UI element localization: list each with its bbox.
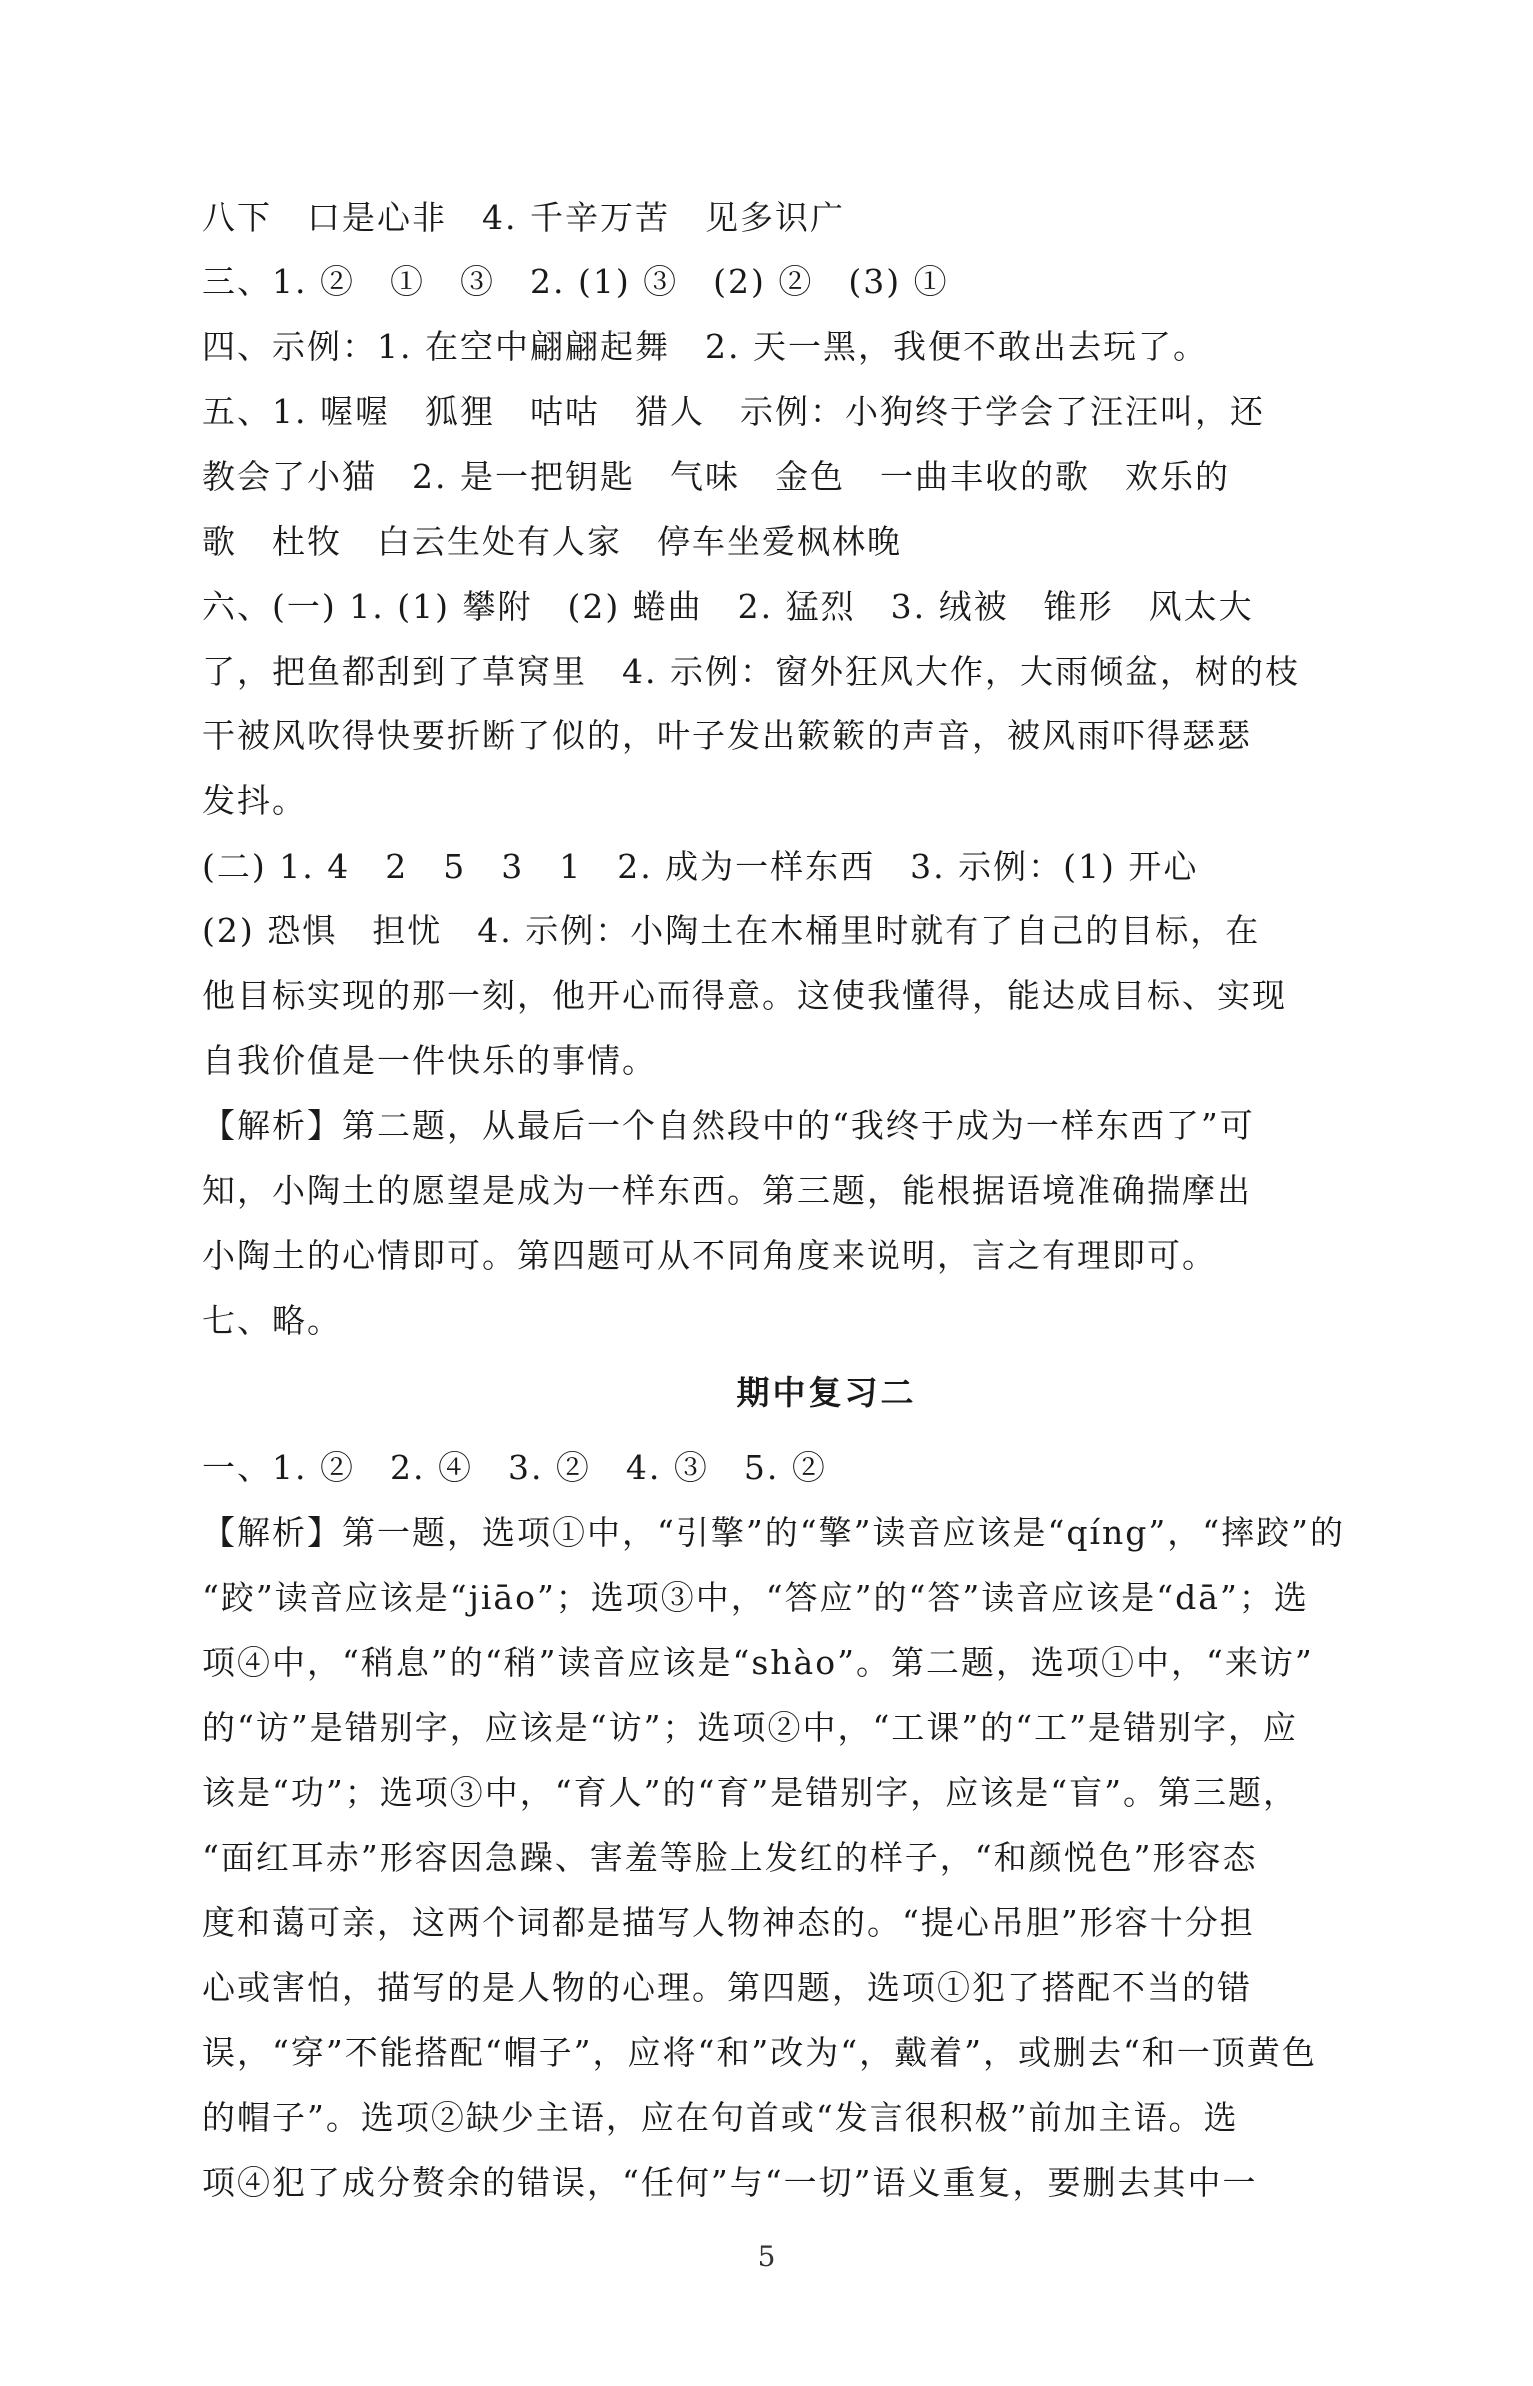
analysis-line: 小陶土的心情即可。第四题可从不同角度来说明，言之有理即可。 [202, 1236, 1217, 1275]
analysis-line: 该是“功”；选项③中，“育人”的“育”是错别字，应该是“盲”。第三题， [202, 1773, 1298, 1812]
text-line: 干被风吹得快要折断了似的，叶子发出簌簌的声音，被风雨吓得瑟瑟 [202, 716, 1252, 755]
text-line: 发抖。 [202, 781, 307, 820]
section-title: 期中复习二 [736, 1373, 917, 1412]
analysis-line: 心或害怕，描写的是人物的心理。第四题，选项①犯了搭配不当的错 [202, 1968, 1252, 2007]
page-number: 5 [757, 2240, 776, 2273]
analysis-line: 【解析】第一题，选项①中，“引擎”的“擎”读音应该是“qíng”，“摔跤”的 [202, 1513, 1346, 1552]
analysis-line: 【解析】第二题，从最后一个自然段中的“我终于成为一样东西了”可 [202, 1106, 1255, 1145]
text-line: 了，把鱼都刮到了草窝里 4. 示例：窗外狂风大作，大雨倾盆，树的枝 [202, 652, 1300, 691]
analysis-line: “面红耳赤”形容因急躁、害羞等脸上发红的样子，“和颜悦色”形容态 [202, 1838, 1258, 1877]
analysis-line: 度和蔼可亲，这两个词都是描写人物神态的。“提心吊胆”形容十分担 [202, 1903, 1255, 1942]
text-line: 七、略。 [202, 1301, 342, 1340]
text-line: 四、示例：1. 在空中翩翩起舞 2. 天一黑，我便不敢出去玩了。 [202, 327, 1208, 366]
text-line: 歌 杜牧 白云生处有人家 停车坐爱枫林晚 [202, 522, 902, 561]
analysis-line: 的“访”是错别字，应该是“访”；选项②中，“工课”的“工”是错别字，应 [202, 1708, 1298, 1747]
analysis-line: 知，小陶土的愿望是成为一样东西。第三题，能根据语境准确揣摩出 [202, 1171, 1252, 1210]
text-line: 五、1. 喔喔 狐狸 咕咕 猎人 示例：小狗终于学会了汪汪叫，还 [202, 392, 1265, 431]
analysis-line: 误，“穿”不能搭配“帽子”，应将“和”改为“，戴着”，或删去“和一顶黄色 [202, 2033, 1317, 2072]
text-line: (2) 恐惧 担忧 4. 示例：小陶土在木桶里时就有了自己的目标，在 [202, 911, 1261, 950]
text-line: 教会了小猫 2. 是一把钥匙 气味 金色 一曲丰收的歌 欢乐的 [202, 457, 1230, 496]
analysis-line: 的帽子”。选项②缺少主语，应在句首或“发言很积极”前加主语。选 [202, 2098, 1239, 2137]
analysis-line: 项④犯了成分赘余的错误，“任何”与“一切”语义重复，要删去其中一 [202, 2163, 1258, 2202]
text-line: 三、1. ② ① ③ 2. (1) ③ (2) ② (3) ① [202, 262, 949, 301]
text-line: (二) 1. 4 2 5 3 1 2. 成为一样东西 3. 示例：(1) 开心 [202, 847, 1199, 886]
text-line: 自我价值是一件快乐的事情。 [202, 1041, 657, 1080]
analysis-line: 项④中，“稍息”的“稍”读音应该是“shào”。第二题，选项①中，“来访” [202, 1643, 1314, 1682]
text-line: 八下 口是心非 4. 千辛万苦 见多识广 [202, 198, 845, 237]
text-line: 一、1. ② 2. ④ 3. ② 4. ③ 5. ② [202, 1448, 827, 1487]
analysis-line: “跤”读音应该是“jiāo”；选项③中，“答应”的“答”读音应该是“dā”；选 [202, 1578, 1309, 1617]
text-line: 六、(一) 1. (1) 攀附 (2) 蜷曲 2. 猛烈 3. 绒被 锥形 风太大 [202, 587, 1254, 626]
text-line: 他目标实现的那一刻，他开心而得意。这使我懂得，能达成目标、实现 [202, 976, 1287, 1015]
